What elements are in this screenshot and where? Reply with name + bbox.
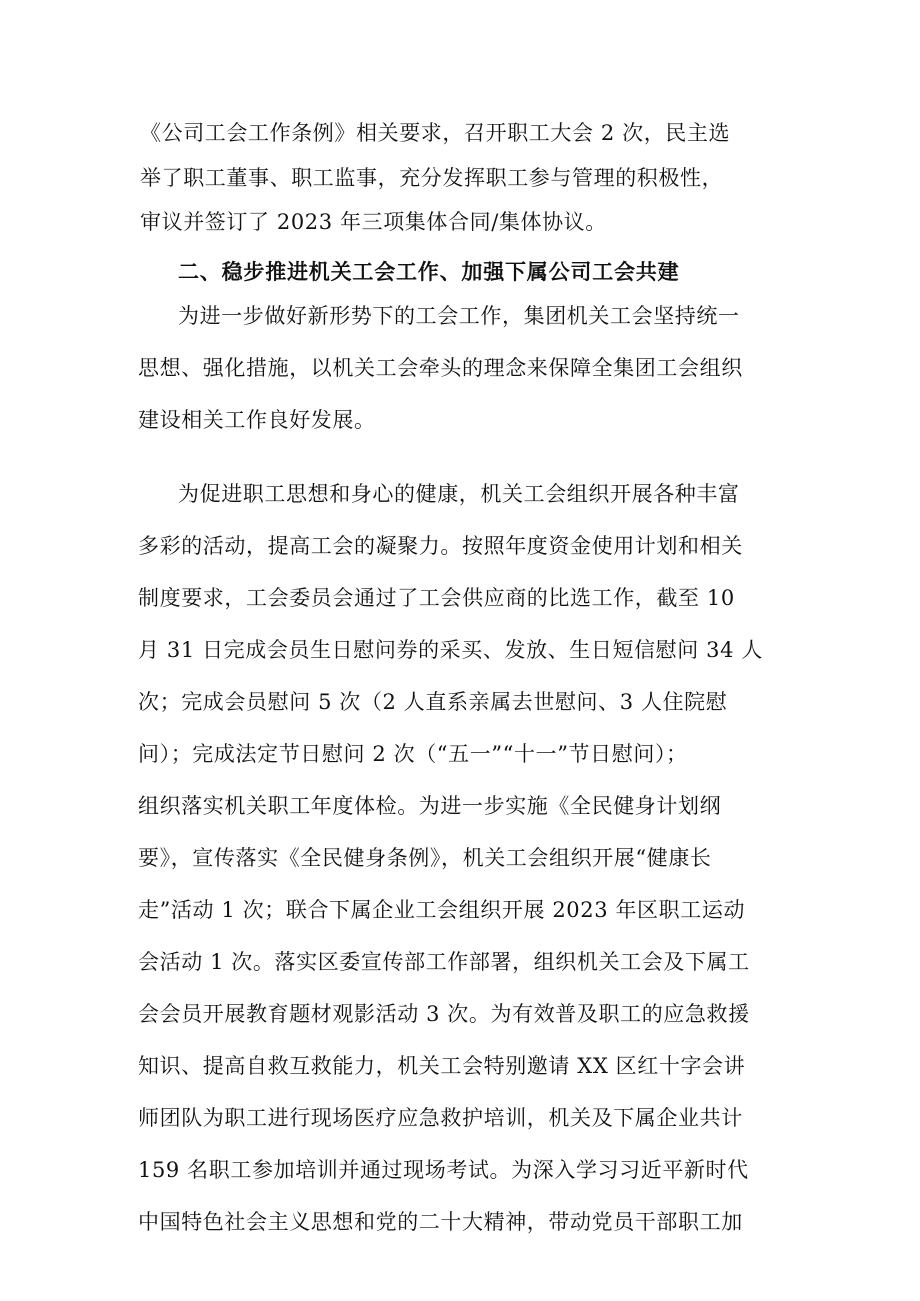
paragraph-line: 举了职工董事、职工监事，充分发挥职工参与管理的积极性， <box>140 166 724 190</box>
paragraph-line: 多彩的活动，提高工会的凝聚力。按照年度资金使用计划和相关 <box>138 534 743 558</box>
paragraph-line: 审议并签订了 2023 年三项集体合同/集体协议。 <box>140 210 607 234</box>
paragraph-line: 为进一步做好新形势下的工会工作，集团机关工会坚持统一 <box>178 304 740 328</box>
paragraph-line: 月 31 日完成会员生日慰问券的采买、发放、生日短信慰问 34 人 <box>138 638 763 662</box>
paragraph-line: 制度要求，工会委员会通过了工会供应商的比选工作，截至 10 <box>138 586 735 610</box>
paragraph-line: 为促进职工思想和身心的健康，机关工会组织开展各种丰富 <box>178 482 740 506</box>
paragraph-line: 次；完成会员慰问 5 次（2 人直系亲属去世慰问、3 人住院慰 <box>138 690 728 714</box>
paragraph-line: 会会员开展教育题材观影活动 3 次。为有效普及职工的应急救援 <box>138 1002 750 1026</box>
paragraph-line: 问）；完成法定节日慰问 2 次（“五一”“十一”节日慰问）； <box>138 742 688 766</box>
paragraph-line: 思想、强化措施，以机关工会牵头的理念来保障全集团工会组织 <box>138 356 743 380</box>
paragraph-line: 知识、提高自救互救能力，机关工会特别邀请 XX 区红十字会讲 <box>138 1054 746 1078</box>
paragraph-line: 走”活动 1 次；联合下属企业工会组织开展 2023 年区职工运动 <box>138 898 746 922</box>
paragraph-line: 159 名职工参加培训并通过现场考试。为深入学习习近平新时代 <box>138 1158 749 1182</box>
paragraph-line: 师团队为职工进行现场医疗应急救护培训，机关及下属企业共计 <box>138 1106 743 1130</box>
paragraph-line: 会活动 1 次。落实区委宣传部工作部署，组织机关工会及下属工 <box>138 950 750 974</box>
section-heading: 二、稳步推进机关工会工作、加强下属公司工会共建 <box>178 260 680 284</box>
paragraph-line: 组织落实机关职工年度体检。为进一步实施《全民健身计划纲 <box>138 794 722 818</box>
paragraph-line: 要》，宣传落实《全民健身条例》，机关工会组织开展“健康长 <box>138 846 712 870</box>
paragraph-line: 中国特色社会主义思想和党的二十大精神，带动党员干部职工加 <box>138 1210 743 1234</box>
paragraph-line: 《公司工会工作条例》相关要求，召开职工大会 2 次，民主选 <box>140 121 731 145</box>
paragraph-line: 建设相关工作良好发展。 <box>138 408 376 432</box>
